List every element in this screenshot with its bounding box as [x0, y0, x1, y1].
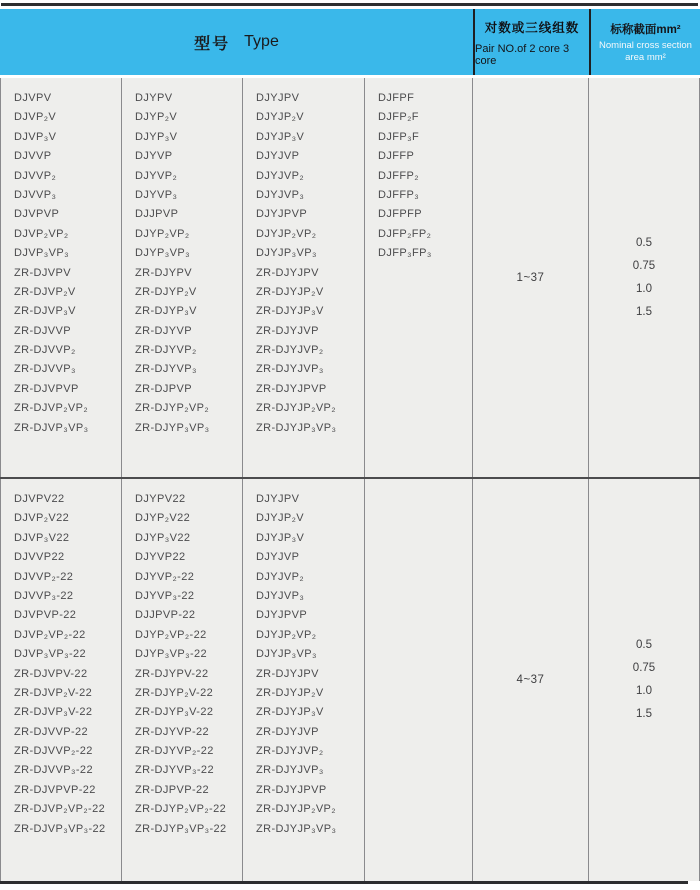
model-code: DJVP₂VP₂-22: [14, 628, 86, 641]
model-code: ZR-DJYJP₂V: [256, 285, 324, 298]
model-code: DJYP₃VP₃-22: [135, 648, 208, 661]
model-code: DJYJP₂V: [256, 111, 305, 124]
cross-section-value: 1.5: [635, 305, 652, 318]
table-header-row: [0, 9, 700, 75]
model-code: DJYJP₂VP₂: [256, 628, 317, 641]
header-pair-cell: [473, 9, 589, 75]
model-code: DJYJP₃V: [256, 531, 305, 544]
cross-section-value: 1.5: [635, 708, 652, 720]
type-cell-r1c1: [1, 78, 122, 477]
model-code: ZR-DJYJP₃V: [256, 706, 324, 719]
header-cross-cell: [589, 9, 700, 75]
model-code: ZR-DJVP₃VP₃: [14, 421, 89, 434]
type-cell-r1c4: [365, 78, 473, 477]
model-code: DJYJVP₂: [256, 169, 305, 182]
model-code: DJVP₂V22: [14, 512, 70, 525]
model-code: DJYPV22: [135, 493, 186, 505]
cross-label-en-line2: area mm²: [625, 51, 666, 63]
model-code: DJVP₃VP₃-22: [14, 648, 87, 661]
model-code: ZR-DJYJPV: [256, 667, 319, 680]
model-code: DJYP₃V: [135, 130, 178, 143]
model-code: ZR-DJVP₃VP₃-22: [14, 822, 106, 835]
model-code: DJYVP₂: [135, 169, 178, 182]
top-rule: [1, 3, 698, 6]
cross-section-value: 0.75: [632, 259, 656, 272]
model-code: DJYP₂VP₂-22: [135, 628, 207, 641]
model-code: DJYP₃VP₃: [135, 247, 190, 260]
model-code: DJYJVP: [256, 551, 300, 564]
model-code: DJYJP₃VP₃: [256, 247, 317, 260]
model-code: ZR-DJYVP₃-22: [135, 764, 214, 777]
bottom-rule: [0, 881, 688, 884]
model-code: ZR-DJYP₃VP₃-22: [135, 822, 227, 835]
model-code: DJVVP₃-22: [14, 589, 74, 602]
cross-section-value: 0.5: [635, 236, 652, 249]
model-code: DJVP₂V: [14, 111, 57, 124]
model-code: DJYJPV: [256, 92, 300, 104]
model-code: DJVVP22: [14, 551, 65, 564]
model-code: DJYPV: [135, 92, 173, 104]
model-code: DJFP₃FP₃: [378, 247, 432, 260]
model-code: ZR-DJYJPV: [256, 266, 319, 279]
model-code: ZR-DJVP₂V: [14, 285, 76, 298]
model-code: ZR-DJYJVP₃: [256, 363, 324, 376]
model-code: ZR-DJYJVP: [256, 324, 319, 337]
model-code: ZR-DJVPVP: [14, 382, 79, 395]
model-code: ZR-DJYJPVP: [256, 783, 327, 796]
cross-section-value: 1.0: [635, 685, 652, 697]
model-code: DJVP₂VP₂: [14, 227, 69, 240]
type-label-en: Type: [244, 33, 279, 50]
model-code: DJVVP₂: [14, 169, 57, 182]
model-code: ZR-DJVP₃V: [14, 305, 76, 318]
type-cell-r1c3: [243, 78, 365, 477]
model-code: ZR-DJYP₂V-22: [135, 686, 214, 699]
model-code: ZR-DJYJVP: [256, 725, 319, 738]
type-cell-r2c1: [1, 479, 122, 881]
pair-range-value: 1~37: [516, 271, 545, 284]
model-code: DJYJPV: [256, 493, 300, 505]
pair-label-en: Pair NO.of 2 core 3 core: [475, 42, 570, 67]
model-code: DJYP₂V22: [135, 512, 191, 525]
model-code: ZR-DJVPVP-22: [14, 783, 96, 796]
model-code: DJYJP₂V: [256, 512, 305, 525]
model-code: ZR-DJPVP-22: [135, 783, 210, 796]
model-code: DJYVP₂-22: [135, 570, 195, 583]
model-code: ZR-DJYJPVP: [256, 382, 327, 395]
model-code: DJYJVP₃: [256, 188, 305, 201]
cross-section-value: 1.0: [635, 282, 652, 295]
model-code: DJYVP: [135, 150, 173, 163]
model-code: ZR-DJYJP₃VP₃: [256, 421, 337, 434]
model-code: ZR-DJYP₃V-22: [135, 706, 214, 719]
model-code: ZR-DJYVP₃: [135, 363, 197, 376]
model-code: ZR-DJYJP₂V: [256, 686, 324, 699]
model-code: DJYJVP₂: [256, 570, 305, 583]
model-code: DJVPV: [14, 92, 52, 104]
model-code: DJYJPVP: [256, 609, 308, 622]
model-code: ZR-DJYJP₃V: [256, 305, 324, 318]
model-code: ZR-DJYPV: [135, 266, 192, 279]
model-code: DJJPVP-22: [135, 609, 196, 622]
pair-count-cell-r1: [473, 78, 589, 477]
cross-section-cell-r1: [589, 78, 699, 477]
model-code: DJVPVP: [14, 208, 60, 221]
model-code: ZR-DJYP₃V: [135, 305, 197, 318]
model-code: ZR-DJYVP₂: [135, 344, 197, 357]
model-code: DJFP₂FP₂: [378, 227, 432, 240]
model-code: ZR-DJYPV-22: [135, 667, 209, 680]
cross-section-value: 0.5: [635, 639, 652, 651]
type-cell-r2c2: [122, 479, 243, 881]
pair-label-zh: 对数或三线组数: [484, 20, 580, 35]
type-cell-r2c3: [243, 479, 365, 881]
model-code: ZR-DJYJVP₂: [256, 745, 324, 758]
model-code: ZR-DJYVP₂-22: [135, 745, 214, 758]
model-code: DJYJPVP: [256, 208, 308, 221]
pair-count-cell-r2: [473, 479, 589, 881]
model-code: DJYJVP₃: [256, 589, 305, 602]
model-code: ZR-DJVP₂V-22: [14, 686, 93, 699]
model-code: ZR-DJYJVP₂: [256, 344, 324, 357]
model-code: ZR-DJVVP-22: [14, 725, 89, 738]
model-code: DJYVP₃-22: [135, 589, 195, 602]
table-body-row-2: [0, 479, 700, 881]
type-cell-r2c4: [365, 479, 473, 881]
model-code: ZR-DJYVP: [135, 324, 192, 337]
model-code: ZR-DJYJVP₃: [256, 764, 324, 777]
type-cell-r1c2: [122, 78, 243, 477]
cross-section-list: [633, 634, 655, 726]
model-code: DJFFP₃: [378, 188, 420, 201]
type-label-zh: 型号: [194, 35, 231, 53]
header-type-cell: [0, 9, 473, 75]
model-code: DJYJP₃VP₃: [256, 648, 317, 661]
model-code: DJYP₂VP₂: [135, 227, 190, 240]
model-code: DJYP₂V: [135, 111, 178, 124]
model-code: ZR-DJVVP₂-22: [14, 745, 93, 758]
model-code: DJVVP₃: [14, 188, 57, 201]
model-code: DJFP₃F: [378, 130, 420, 143]
model-code: DJYJP₃V: [256, 130, 305, 143]
model-code: ZR-DJVP₂VP₂: [14, 402, 89, 415]
cross-label-en-line1: Nominal cross section: [599, 39, 692, 51]
model-code: DJVVP: [14, 150, 52, 163]
model-code: ZR-DJPVP: [135, 382, 192, 395]
model-code: ZR-DJYJP₂VP₂: [256, 402, 336, 415]
model-code: ZR-DJYP₂VP₂-22: [135, 803, 227, 816]
model-code: ZR-DJVPV: [14, 266, 71, 279]
table-body-row-1: [0, 78, 700, 477]
cross-section-cell-r2: [589, 479, 699, 881]
model-code: ZR-DJYP₂V: [135, 285, 197, 298]
model-code: DJVVP₂-22: [14, 570, 74, 583]
model-code: ZR-DJYJP₂VP₂: [256, 803, 336, 816]
model-code: DJVP₃V: [14, 130, 57, 143]
model-code: DJVP₃VP₃: [14, 247, 69, 260]
model-code: DJVP₃V22: [14, 531, 70, 544]
cable-type-table: [0, 9, 700, 884]
model-code: ZR-DJYJP₃VP₃: [256, 822, 337, 835]
model-code: DJJPVP: [135, 208, 179, 221]
model-code: ZR-DJVP₃V-22: [14, 706, 93, 719]
model-code: DJFPFP: [378, 208, 422, 221]
model-code: ZR-DJYVP-22: [135, 725, 210, 738]
model-code: DJYP₃V22: [135, 531, 191, 544]
model-code: DJFFP: [378, 150, 415, 163]
model-code: DJVPVP-22: [14, 609, 77, 622]
cross-label-zh: 标称截面mm²: [610, 23, 681, 36]
model-code: DJYVP₃: [135, 188, 178, 201]
model-code: DJYVP22: [135, 551, 186, 564]
model-code: ZR-DJVVP₃: [14, 363, 76, 376]
cross-section-value: 0.75: [632, 662, 656, 674]
model-code: ZR-DJVP₂VP₂-22: [14, 803, 106, 816]
model-code: ZR-DJYP₃VP₃: [135, 421, 210, 434]
model-code: DJFFP₂: [378, 169, 419, 182]
pair-range-value: 4~37: [516, 674, 545, 686]
model-code: ZR-DJVVP₃-22: [14, 764, 93, 777]
cross-section-list: [633, 232, 655, 324]
model-code: ZR-DJVPV-22: [14, 667, 88, 680]
model-code: ZR-DJVVP: [14, 324, 71, 337]
model-code: DJFPF: [378, 92, 415, 104]
model-code: DJYJVP: [256, 150, 300, 163]
model-code: DJVPV22: [14, 493, 65, 505]
model-code: ZR-DJYP₂VP₂: [135, 402, 210, 415]
model-code: DJFP₂F: [378, 111, 419, 124]
model-code: DJYJP₂VP₂: [256, 227, 317, 240]
model-code: ZR-DJVVP₂: [14, 344, 76, 357]
